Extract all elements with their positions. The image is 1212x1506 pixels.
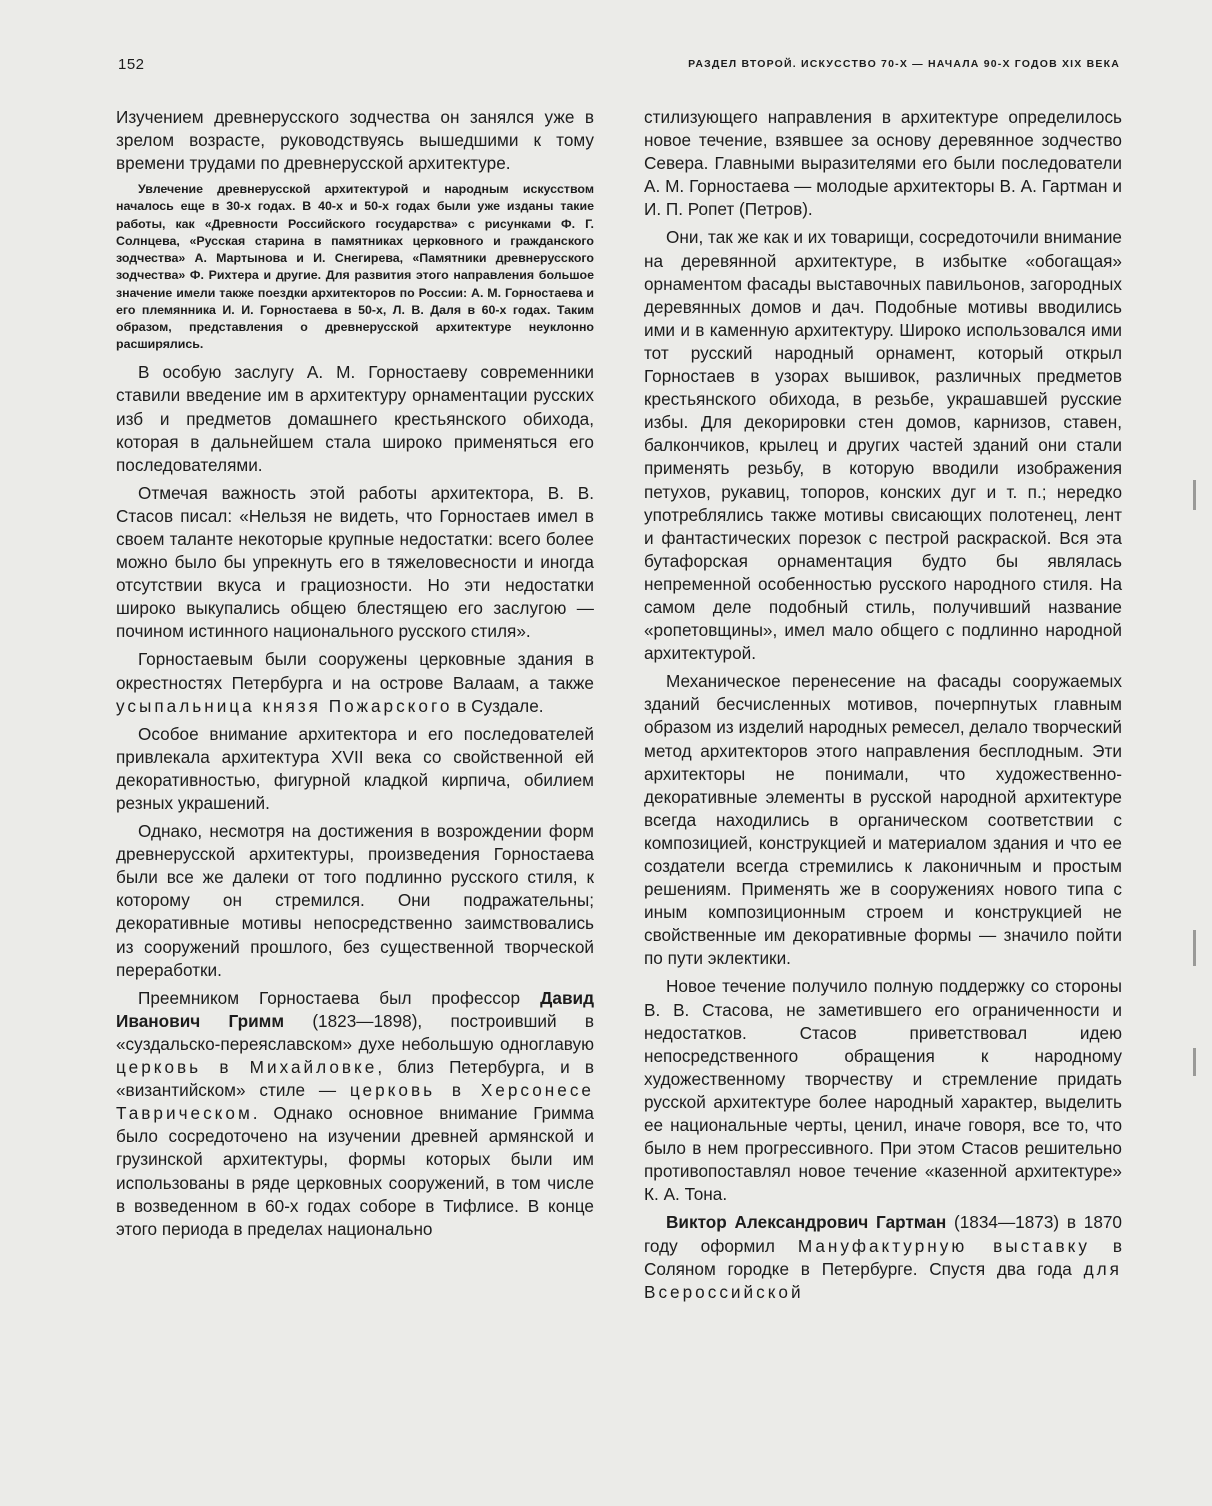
paragraph: Механическое перенесение на фасады сооружаемых зданий бесчисленных мотивов, почерпнутых главным образом из изделий народных ремесел, делало творческий метод архитекторов этого направления бесплодным. Эти архитекторы не понимали, что художественно-декоративные элементы в русской народной архитектуре всегда находились в органическом соответствии с композицией, конструкцией и материалом здания и что ее создатели всегда стремились к лаконичным и простым решениям. Применять же в сооружениях нового типа с иным композиционным строем и конструкцией не свойственные им декоративные формы — значило пойти по пути эклектики.: [644, 671, 1122, 969]
footnote: Увлечение древнерусской архитектурой и народным искусством началось еще в 30-х годах. В 40-х и 50-х годах были уже изданы такие работы, как «Древности Российского государства» с рисунками Ф. Г. Солнцева, «Русская старина в памятниках церковного и гражданского зодчества» А. Мартынова и И. Снегирева, «Памятники древнерусского зодчества» Ф. Рихтера и другие. Для развития этого направления большое значение имели также поездки архитекторов по России: А. М. Горностаева и его племянника И. И. Горностаева в 50-х, Л. В. Даля в 60-х годах. Таким образом, представления о древнерусской архитектуре неуклонно расширялись.: [116, 182, 594, 352]
paragraph: В особую заслугу А. М. Горностаеву современники ставили введение им в архитектуру орнаментации русских изб и предметов домашнего крестьянского обихода, которая в дальнейшем стала широко применяться его последователями.: [116, 362, 594, 475]
margin-scan-mark: [1193, 1048, 1196, 1076]
paragraph: Однако, несмотря на достижения в возрождении форм древнерусской архитектуры, произведения Горностаева были все же далеки от того подлинно русского стиля, к которому он стремился. Они подражательны; декоративные мотивы непосредственно заимствовались из сооружений прошлого, без существенной творческой переработки.: [116, 821, 594, 980]
text-run: Горностаевым были сооружены церковные здания в окрестностях Петербурга и на острове Валаам, а также: [116, 649, 594, 693]
emphasized-text: усыпальница князя Пожарского: [116, 695, 453, 716]
paragraph: [644, 1211, 1122, 1303]
text-run: (1823—1898), построивший в «суздальско-переяславском» духе небольшую одноглавую: [116, 1010, 594, 1054]
emphasized-text: для Всероссийской: [644, 1258, 1122, 1302]
margin-scan-mark: [1193, 480, 1196, 510]
margin-scan-mark: [1193, 930, 1196, 966]
text-run: . Однако основное внимание Гримма было сосредоточено на изучении древней армянской и грузинской архитектуры, формы которых были им использованы в ряде церковных сооружений, в том числе в возведенном в 60-х годах соборе в Тифлисе. В конце этого периода в пределах национально: [116, 1103, 594, 1239]
paragraph: Отмечая важность этой работы архитектора, В. В. Стасов писал: «Нельзя не видеть, что Горностаев имел в своем таланте некоторые крупные недостатки: всего более можно было бы упрекнуть его в тяжеловесности и иногда отсутствии вкуса и грациозности. Но эти недостатки широко выкупались общею блестящею его заслугою — почином истинного национального русского стиля».: [116, 482, 594, 642]
person-name: Давид Иванович Гримм: [116, 987, 594, 1031]
text-run: в Соляном городке в Петербурге. Спустя два года: [644, 1235, 1123, 1279]
paragraph: Изучением древнерусского зодчества он занялся уже в зрелом возрасте, руководствуясь вышедшими к тому времени трудами по древнерусской архитектуре.: [116, 107, 594, 174]
paragraph: Они, так же как и их товарищи, сосредоточили внимание на деревянной архитектуре, в избытке «обогащая» орнаментом фасады выставочных павильонов, загородных деревянных домов и дач. Подобные мотивы вводились ими и в каменную архитектуру. Широко использовался ими тот русский народный орнамент, который открыл Горностаев в узорах вышивок, различных предметов крестьянского обихода, в резьбе, украшавшей русские избы. Для декорировки стен домов, карнизов, ставен, балкончиков, крылец и других частей зданий они стали применять резьбу, в которую вводили изображения петухов, рукавиц, топоров, конских дуг и т. п.; нередко употреблялись также мотивы свисающих полотенец, лент и фантастических порезок с пестрой раскраской. Вся эта бутафорская орнаментация будто бы являлась непременной особенностью русского народного стиля. На самом деле подобный стиль, получивший название «ропетовщины», имел мало общего с подлинно народной архитектурой.: [644, 227, 1122, 664]
page-number: 152: [118, 56, 145, 73]
text-run: (1834—1873) в 1870 году оформил: [644, 1212, 1122, 1256]
left-column: [116, 106, 594, 1241]
emphasized-text: церковь в Михайловке: [116, 1057, 378, 1078]
paragraph: Особое внимание архитектора и его последователей привлекала архитектура XVII века со свойственной ей декоративностью, фигурной кладкой кирпича, обилием резных украшений.: [116, 723, 594, 813]
paragraph: Новое течение получило полную поддержку со стороны В. В. Стасова, не заметившего его ограниченности и недостатков. Стасов приветствовал идею непосредственного обращения к народному художественному творчеству и стремление придать русской архитектуре более народный характер, выделить ее национальные черты, ценил, иначе говоря, все то, что было в нем прогрессивного. При этом Стасов решительно противопоставлял новое течение «казенной архитектуре» К. А. Тона.: [644, 976, 1122, 1205]
paragraph: [116, 987, 594, 1241]
emphasized-text: Мануфактурную выставку: [797, 1235, 1090, 1256]
paragraph: стилизующего направления в архитектуре определилось новое течение, взявшее за основу деревянное зодчество Севера. Главными выразителями его были последователи А. М. Горностаева — молодые архитекторы В. А. Гартман и И. П. Ропет (Петров).: [644, 107, 1122, 220]
text-run: в Суздале.: [452, 695, 544, 716]
person-name: Виктор Александрович Гартман: [666, 1212, 947, 1233]
text-run: Преемником Горностаева был профессор: [138, 987, 541, 1008]
paragraph: [116, 648, 594, 717]
running-head: РАЗДЕЛ ВТОРОЙ. ИСКУССТВО 70-Х — НАЧАЛА 90-Х ГОДОВ XIX ВЕКА: [688, 58, 1120, 70]
right-column: [644, 106, 1122, 1304]
text-run: , близ Петербурга, и в «византийском» стиле —: [116, 1057, 594, 1101]
emphasized-text: церковь в Херсонесе Таврическом: [116, 1080, 594, 1124]
